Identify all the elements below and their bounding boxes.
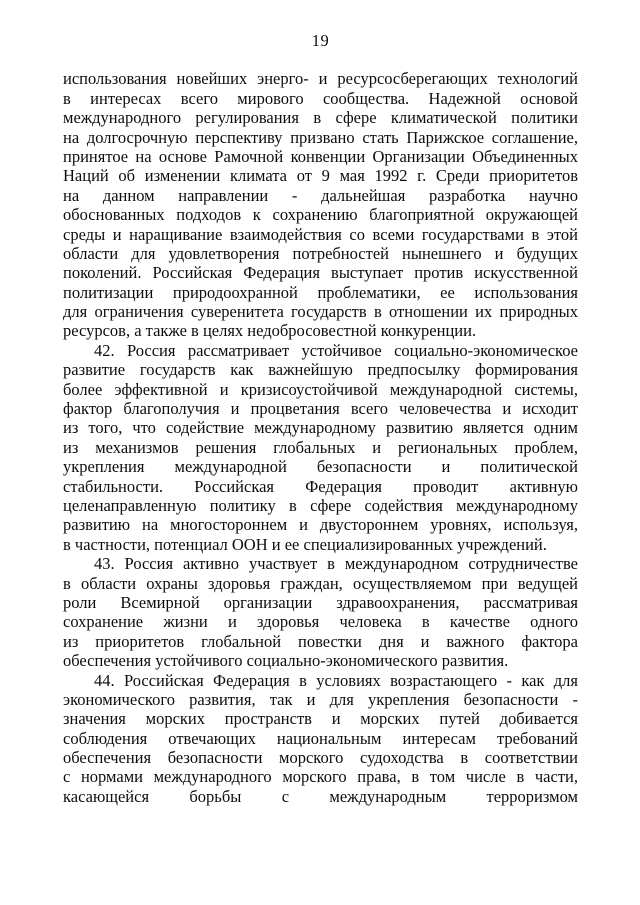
text-line: в области охраны здоровья граждан, осуществляемом при ведущей bbox=[63, 573, 578, 593]
para-43 bbox=[63, 554, 578, 670]
text-line: ресурсов, а также в целях недобросовестной конкуренции. bbox=[63, 321, 477, 341]
text-line: области для удовлетворения потребностей нынешнего и будущих bbox=[63, 243, 578, 263]
text-line: среды и наращивание взаимодействия со всеми государствами в этой bbox=[63, 224, 578, 244]
para-42 bbox=[63, 341, 578, 554]
page-number: 19 bbox=[311, 31, 330, 50]
text-line: из того, что содействие международному развитию является одним bbox=[63, 418, 578, 438]
text-line: экономического развития, так и для укрепления безопасности - bbox=[63, 689, 578, 709]
text-line: 43. Россия активно участвует в международном сотрудничестве bbox=[94, 554, 578, 574]
text-line: касающейся борьбы с международным терроризмом bbox=[63, 786, 578, 806]
text-line: 42. Россия рассматривает устойчивое социально-экономическое bbox=[94, 340, 578, 360]
para-41-continuation bbox=[63, 69, 578, 340]
text-line: роли Всемирной организации здравоохранения, рассматривая bbox=[63, 592, 578, 612]
text-line: укрепления международной безопасности и политической bbox=[63, 457, 578, 477]
text-line: использования новейших энерго- и ресурсосберегающих технологий bbox=[63, 69, 578, 89]
text-line: принятое на основе Рамочной конвенции Организации Объединенных bbox=[63, 146, 578, 166]
text-line: обеспечения безопасности морского судоходства в соответствии bbox=[63, 748, 578, 768]
text-line: в интересах всего мирового сообщества. Надежной основой bbox=[63, 88, 578, 108]
text-line: политизации природоохранной проблематики, ее использования bbox=[63, 282, 578, 302]
text-line: обеспечения устойчивого социально-экономического развития. bbox=[63, 651, 509, 671]
text-line: на данном направлении - дальнейшая разработка научно bbox=[63, 185, 578, 205]
text-line: для ограничения суверенитета государств в отношении их природных bbox=[63, 302, 578, 322]
text-line: поколений. Российская Федерация выступает против искусственной bbox=[63, 263, 578, 283]
text-line: развитие государств как важнейшую предпосылку формирования bbox=[63, 360, 578, 380]
text-line: более эффективной и кризисоустойчивой международной системы, bbox=[63, 379, 578, 399]
text-line: на долгосрочную перспективу призвано стать Парижское соглашение, bbox=[63, 127, 578, 147]
text-line: международного регулирования в сфере климатической политики bbox=[63, 108, 578, 128]
text-line: 44. Российская Федерация в условиях возрастающего - как для bbox=[94, 670, 578, 690]
text-line: значения морских пространств и морских путей добивается bbox=[63, 709, 578, 729]
text-line: сохранение жизни и здоровья человека в качестве одного bbox=[63, 612, 578, 632]
text-line: с нормами международного морского права, в том числе в части, bbox=[63, 767, 578, 787]
text-line: из механизмов решения глобальных и региональных проблем, bbox=[63, 437, 578, 457]
document-body bbox=[63, 69, 578, 806]
text-line: развитию на многостороннем и двустороннем уровнях, используя, bbox=[63, 515, 578, 535]
page-header bbox=[63, 31, 578, 50]
text-line: целенаправленную политику в сфере содействия международному bbox=[63, 495, 578, 515]
text-line: в частности, потенциал ООН и ее специализированных учреждений. bbox=[63, 534, 547, 554]
text-line: обоснованных подходов к сохранению благоприятной окружающей bbox=[63, 205, 578, 225]
text-line: стабильности. Российская Федерация проводит активную bbox=[63, 476, 578, 496]
text-line: фактор благополучия и процветания всего человечества и исходит bbox=[63, 399, 578, 419]
para-44 bbox=[63, 671, 578, 807]
text-line: из приоритетов глобальной повестки дня и важного фактора bbox=[63, 631, 578, 651]
text-line: Наций об изменении климата от 9 мая 1992 г. Среди приоритетов bbox=[63, 166, 578, 186]
text-line: соблюдения отвечающих национальным интересам требований bbox=[63, 728, 578, 748]
